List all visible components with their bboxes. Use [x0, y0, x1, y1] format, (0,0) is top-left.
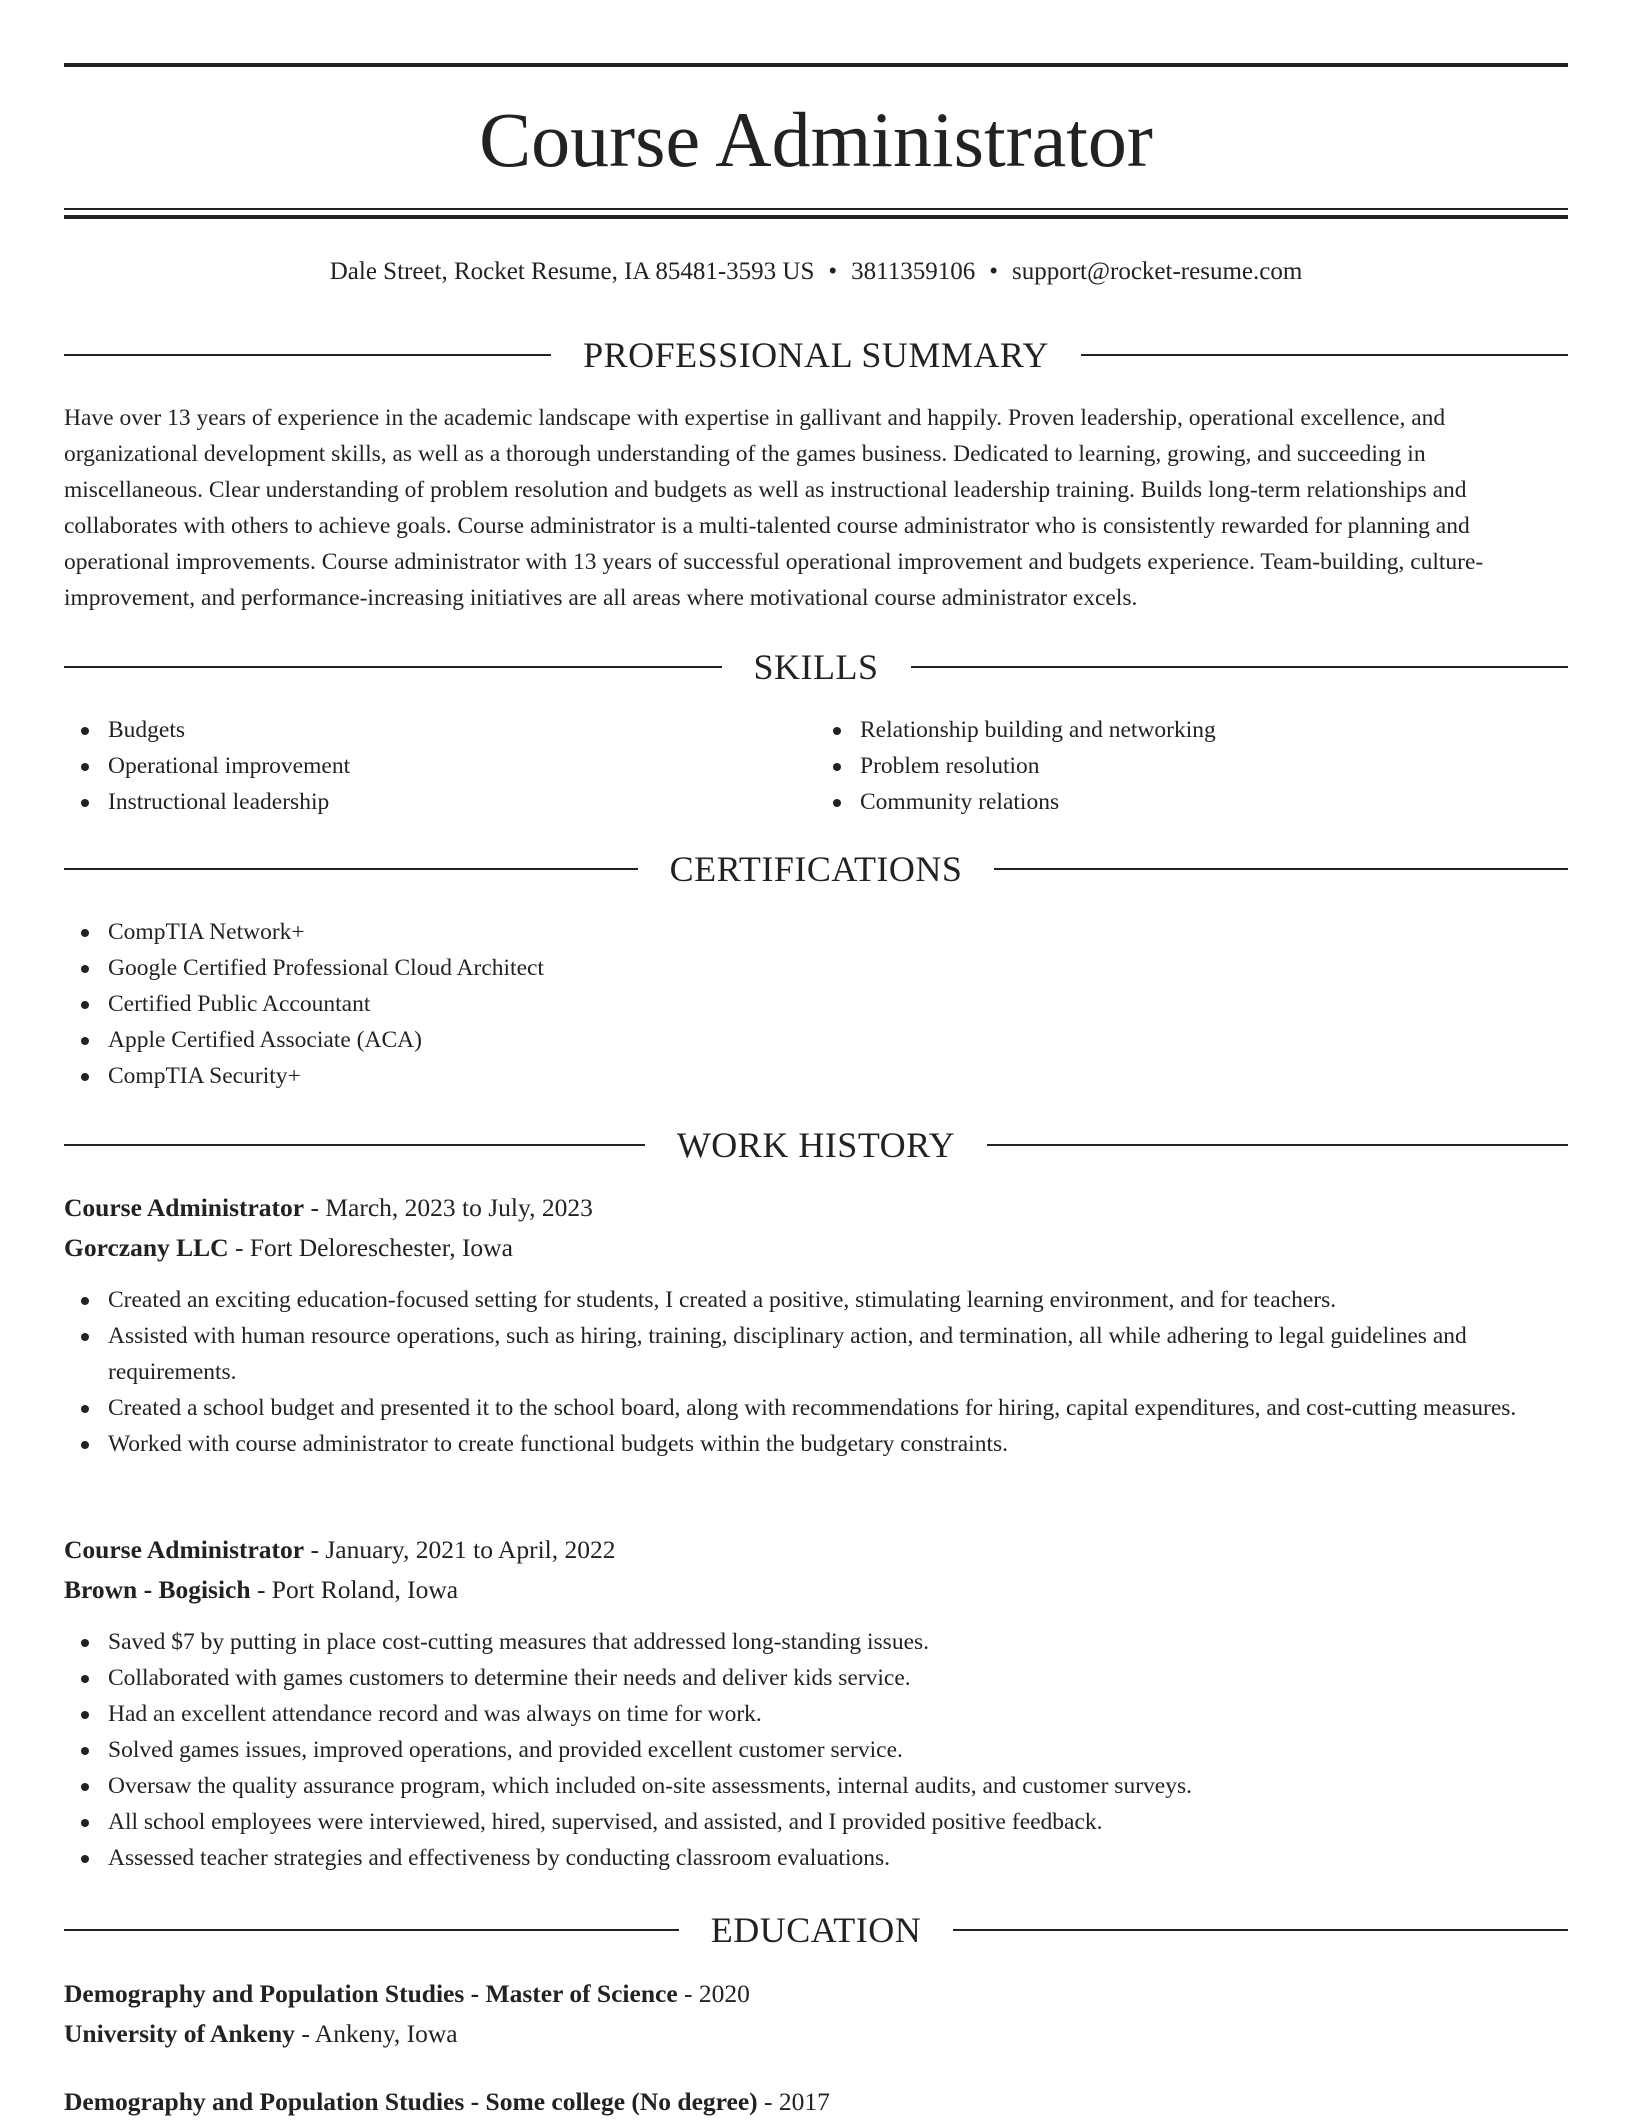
certification-item: Apple Certified Associate (ACA): [108, 1022, 1568, 1058]
job-title: Course Administrator: [64, 1193, 305, 1222]
resume-title: Course Administrator: [479, 96, 1153, 183]
job-bullet: Saved $7 by putting in place cost-cutting measures that addressed long-standing issues.: [108, 1624, 1568, 1660]
skill-item: Budgets: [108, 712, 816, 748]
education-location: - Ankeny, Iowa: [294, 2019, 458, 2048]
top-rule: [64, 63, 1568, 67]
education-degree-line: [64, 1974, 1568, 2014]
contact-line: [0, 254, 1632, 290]
job-bullet: Solved games issues, improved operations, and provided excellent customer service.: [108, 1732, 1568, 1768]
title-underline-thick: [64, 215, 1568, 219]
education-entry: [64, 1974, 1568, 2054]
education-degree: Demography and Population Studies - Master of Science: [64, 1979, 678, 2008]
section-title: EDUCATION: [710, 1910, 922, 1950]
certification-item: Certified Public Accountant: [108, 986, 1568, 1022]
education-year: - 2020: [677, 1979, 750, 2008]
contact-email: support@rocket-resume.com: [1011, 258, 1303, 285]
section-title: CERTIFICATIONS: [669, 849, 963, 889]
section-title: PROFESSIONAL SUMMARY: [583, 335, 1049, 375]
contact-separator: •: [828, 258, 838, 285]
job-bullet: Collaborated with games customers to determine their needs and deliver kids service.: [108, 1660, 1568, 1696]
job-location: - Port Roland, Iowa: [250, 1575, 459, 1604]
divider: [64, 868, 638, 870]
contact-phone: 3811359106: [851, 258, 976, 285]
certification-item: CompTIA Security+: [108, 1058, 1568, 1094]
divider: [987, 1144, 1568, 1146]
job-entry: [64, 1530, 1568, 1876]
job-dates: - January, 2021 to April, 2022: [304, 1535, 616, 1564]
section-title: WORK HISTORY: [676, 1125, 956, 1165]
divider: [64, 1144, 645, 1146]
education-year: - 2017: [757, 2087, 830, 2116]
education-school-line: [64, 2014, 1568, 2054]
skills-column-left: [64, 712, 816, 820]
job-company-line: [64, 1570, 1568, 1610]
title-underline-thin: [64, 208, 1568, 210]
section-header-work-history: [64, 1121, 1568, 1169]
job-bullet: Worked with course administrator to create functional budgets within the budgetary constraints.: [108, 1426, 1568, 1462]
divider: [1081, 354, 1568, 356]
divider: [911, 666, 1569, 668]
contact-address: Dale Street, Rocket Resume, IA 85481-3593 US: [329, 258, 815, 285]
education-degree-line: [64, 2082, 1568, 2122]
job-bullet: All school employees were interviewed, hired, supervised, and assisted, and I provided positive feedback.: [108, 1804, 1568, 1840]
contact-separator: •: [989, 258, 998, 285]
job-company-line: [64, 1228, 1568, 1268]
skill-item: Operational improvement: [108, 748, 816, 784]
job-bullet: Oversaw the quality assurance program, which included on-site assessments, internal audits, and customer surveys.: [108, 1768, 1568, 1804]
divider: [64, 1929, 679, 1931]
certification-item: CompTIA Network+: [108, 914, 1568, 950]
certifications-list: [64, 914, 1568, 1094]
education-degree: Demography and Population Studies - Some college (No degree): [64, 2087, 758, 2116]
section-header-certifications: [64, 845, 1568, 893]
skill-item: Instructional leadership: [108, 784, 816, 820]
job-bullet: Created an exciting education-focused setting for students, I created a positive, stimulating learning environment, and for teachers.: [108, 1282, 1568, 1318]
skill-item: Relationship building and networking: [860, 712, 1568, 748]
section-title: SKILLS: [753, 647, 879, 687]
job-bullet: Had an excellent attendance record and was always on time for work.: [108, 1696, 1568, 1732]
job-title-line: [64, 1530, 1568, 1570]
divider: [64, 666, 722, 668]
job-entry: [64, 1188, 1568, 1462]
job-bullets: [64, 1282, 1568, 1462]
job-bullet: Assessed teacher strategies and effectiveness by conducting classroom evaluations.: [108, 1840, 1568, 1876]
section-header-skills: [64, 643, 1568, 691]
divider: [64, 354, 551, 356]
job-title: Course Administrator: [64, 1535, 305, 1564]
divider: [953, 1929, 1568, 1931]
skill-item: Problem resolution: [860, 748, 1568, 784]
job-company: Gorczany LLC: [64, 1233, 229, 1262]
job-title-line: [64, 1188, 1568, 1228]
job-location: - Fort Deloreschester, Iowa: [228, 1233, 513, 1262]
certification-item: Google Certified Professional Cloud Architect: [108, 950, 1568, 986]
section-header-summary: [64, 331, 1568, 379]
job-dates: - March, 2023 to July, 2023: [304, 1193, 593, 1222]
job-bullets: [64, 1624, 1568, 1876]
summary-text: Have over 13 years of experience in the academic landscape with expertise in gallivant and happily. Proven leadership, operational excellence, and organizational development skills, as well as a thorough understanding of the games business. Dedicated to learning, growing, and succeeding in miscellaneous. Clear understanding of problem resolution and budgets as well as instructional leadership training. Builds long-term relationships and collaborates with others to achieve goals. Course administrator is a multi-talented course administrator who is consistently rewarded for planning and operational improvements. Course administrator with 13 years of successful operational improvement and budgets experience. Team-building, culture-improvement, and performance-increasing initiatives are all areas where motivational course administrator excels.: [64, 405, 1484, 611]
divider: [994, 868, 1568, 870]
education-school: University of Ankeny: [64, 2019, 295, 2048]
job-company: Brown - Bogisich: [64, 1575, 251, 1604]
job-bullet: Assisted with human resource operations, such as hiring, training, disciplinary action, and termination, all while adhering to legal guidelines and requirements.: [108, 1318, 1568, 1390]
skills-list: [64, 712, 1568, 820]
skill-item: Community relations: [860, 784, 1568, 820]
job-bullet: Created a school budget and presented it to the school board, along with recommendations for hiring, capital expenditures, and cost-cutting measures.: [108, 1390, 1568, 1426]
section-header-education: [64, 1906, 1568, 1954]
education-entry: [64, 2082, 1568, 2122]
skills-column-right: [816, 712, 1568, 820]
